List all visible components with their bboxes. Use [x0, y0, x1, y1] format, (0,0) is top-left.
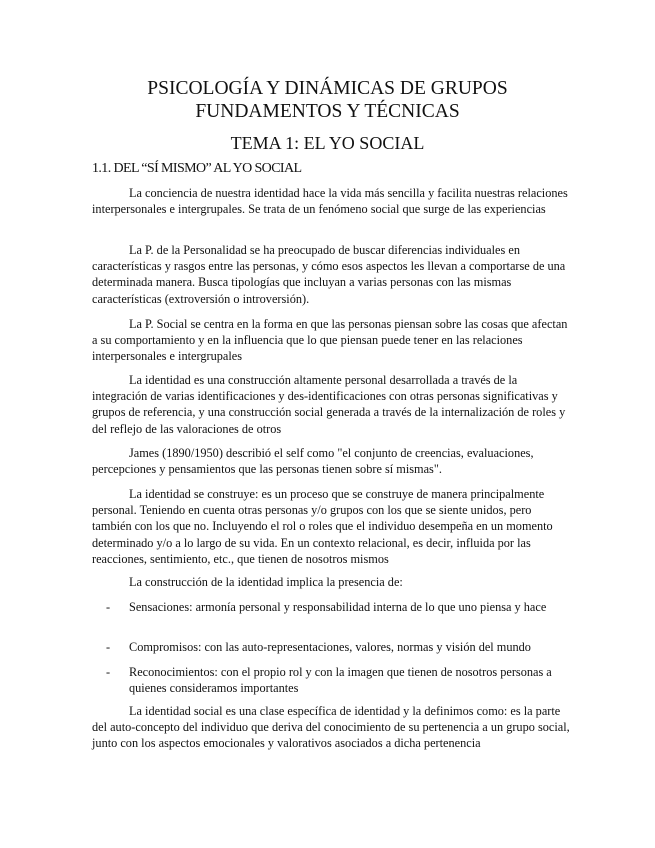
section-heading: 1.1. DEL “SÍ MISMO” AL YO SOCIAL	[92, 161, 302, 176]
bullet-marker: -	[106, 640, 111, 654]
paragraph-4: La identidad es una construcción altamente personal desarrollada a través de la integración de varias identificaciones y des-identificaciones con otras personas significativas y grupos de referencia, y una construcción social generada a través de la internalización de roles y del reflejo de las valoraciones de otros	[92, 373, 566, 436]
bullet-text: Compromisos: con las auto-representaciones, valores, normas y visión del mundo	[129, 640, 531, 654]
bullet-marker: -	[106, 600, 111, 614]
bullet-text: Reconocimientos: con el propio rol y con la imagen que tienen de nosotros personas a quienes consideramos importantes	[129, 665, 552, 696]
bullet-item-reconocimientos	[92, 664, 570, 696]
bullet-item-compromisos	[92, 639, 570, 655]
bullet-item-sensaciones	[92, 599, 570, 615]
paragraph-3: La P. Social se centra en la forma en que las personas piensan sobre las cosas que afectan a su comportamiento y en la influencia que lo que piensan puede tener en las relaciones interpersonales e intergrupales	[92, 317, 568, 364]
paragraph-2: La P. de la Personalidad se ha preocupado de buscar diferencias individuales en características y rasgos entre las personas, y cómo esos aspectos les llevan a comportarse de una determinada manera. Busca tipologías que incluyan a varias personas con las mismas características (extroversión o introversión).	[92, 243, 566, 306]
bullet-text: Sensaciones: armonía personal y responsabilidad interna de lo que uno piensa y hace	[129, 600, 547, 614]
paragraph-1: La conciencia de nuestra identidad hace la vida más sencilla y facilita nuestras relaciones interpersonales e intergrupales. Se trata de un fenómeno social que surge de las experiencias	[92, 186, 568, 217]
paragraph-5: James (1890/1950) describió el self como "el conjunto de creencias, evaluaciones, percepciones y pensamientos que las personas tienen sobre sí mismas".	[92, 446, 534, 477]
paragraph-7: La construcción de la identidad implica la presencia de:	[129, 575, 403, 589]
bullet-marker: -	[106, 665, 111, 679]
document-title-line-1: PSICOLOGÍA Y DINÁMICAS DE GRUPOS	[147, 78, 508, 99]
topic-heading: TEMA 1: EL YO SOCIAL	[230, 133, 425, 153]
paragraph-6: La identidad se construye: es un proceso que se construye de manera principalmente personal. Teniendo en cuenta otras personas y/o grupos con los que se siente unidos, pero también con los que no. Incluyendo el rol o roles que el individuo desempeña en un momento determinado y/o a lo largo de su vida. En un contexto relacional, es decir, influida por las reacciones, sentimiento, etc., que tienen de nosotros mismos	[92, 487, 553, 566]
closing-paragraph: La identidad social es una clase específica de identidad y la definimos como: es la parte del auto-concepto del individuo que deriva del conocimiento de su pertenencia a un grupo social, junto con los aspectos emocionales y valorativos asociados a dicha pertenencia	[92, 704, 570, 751]
document-title-line-2: FUNDAMENTOS Y TÉCNICAS	[195, 101, 460, 122]
